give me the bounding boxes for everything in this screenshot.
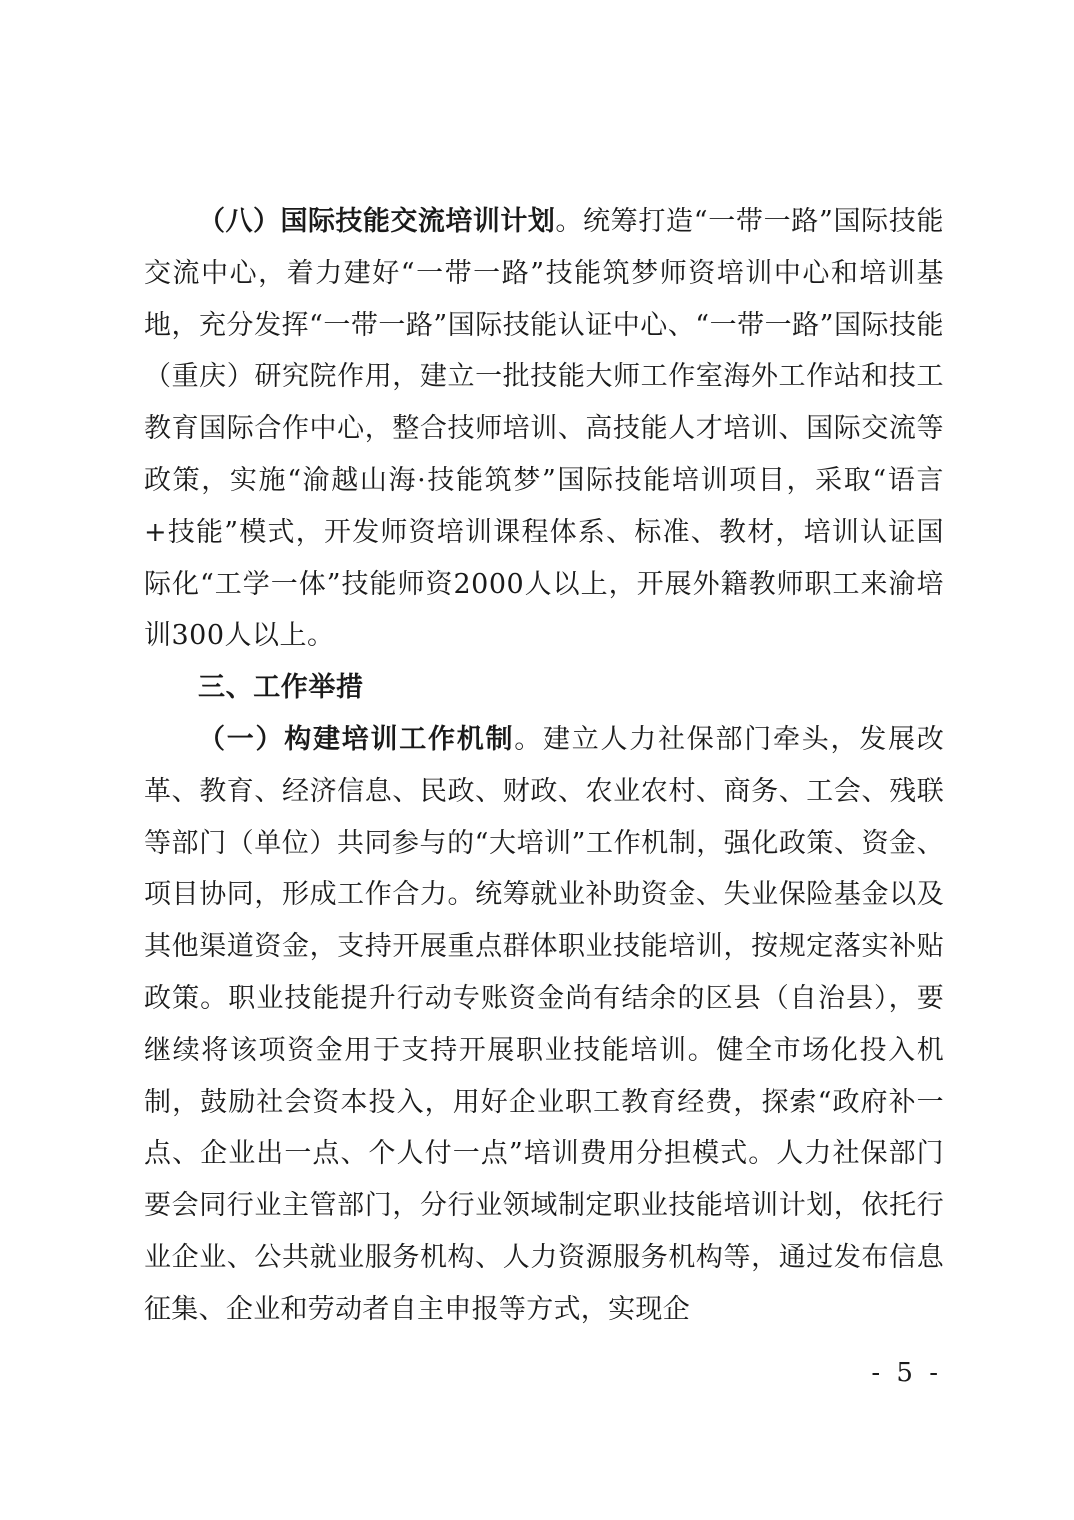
document-body — [144, 196, 944, 1336]
section-heading-work-measures: 三、工作举措 — [198, 672, 364, 704]
paragraph-international-skills-exchange — [144, 196, 944, 662]
page-number: - 5 - — [871, 1358, 942, 1388]
paragraph-training-mechanism — [144, 714, 944, 1336]
paragraph-body-text: 。建立人力社保部门牵头，发展改革、教育、经济信息、民政、财政、农业农村、商务、工会、残联等部门（单位）共同参与的“大培训”工作机制，强化政策、资金、项目协同，形成工作合力。统筹就业补助资金、失业保险基金以及其他渠道资金，支持开展重点群体职业技能培训，按规定落实补贴政策。职业技能提升行动专账资金尚有结余的区县（自治县），要继续将该项资金用于支持开展职业技能培训。健全市场化投入机制，鼓励社会资本投入，用好企业职工教育经费，探索“政府补一点、企业出一点、个人付一点”培训费用分担模式。人力社保部门要会同行业主管部门，分行业领域制定职业技能培训计划，依托行业企业、公共就业服务机构、人力资源服务机构等，通过发布信息征集、企业和劳动者自主申报等方式，实现企 — [144, 723, 944, 1325]
paragraph-lead-heading: （八）国际技能交流培训计划 — [198, 206, 556, 237]
paragraph-lead-heading: （一）构建培训工作机制 — [198, 723, 515, 755]
paragraph-body-text: 。统筹打造“一带一路”国际技能交流中心，着力建好“一带一路”技能筑梦师资培训中心和培训基地，充分发挥“一带一路”国际技能认证中心、“一带一路”国际技能（重庆）研究院作用，建立一批技能大师工作室海外工作站和技工教育国际合作中心，整合技师培训、高技能人才培训、国际交流等政策，实施“渝越山海·技能筑梦”国际技能培训项目，采取“语言+技能”模式，开发师资培训课程体系、标准、教材，培训认证国际化“工学一体”技能师资2000人以上，开展外籍教师职工来渝培训300人以上。 — [144, 206, 945, 652]
